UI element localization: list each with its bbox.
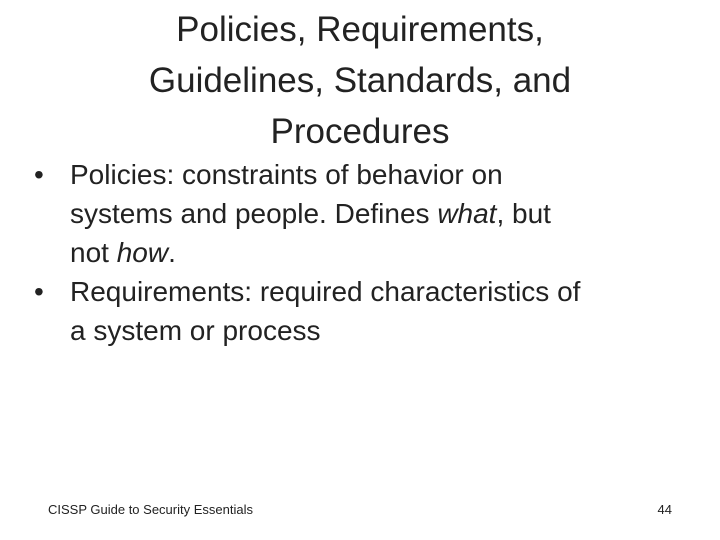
bullet-text: not [70, 237, 117, 268]
slide-title-line: Guidelines, Standards, and [148, 61, 572, 100]
emphasis-text: what [437, 198, 497, 229]
bullet-text-line: Policies: constraints of behavior on [70, 159, 503, 190]
bullet-text-line [70, 233, 690, 272]
bullet-text-line: a system or process [70, 315, 321, 346]
bullet-text: . [168, 237, 176, 268]
bullet-marker: • [34, 276, 44, 307]
bullet-list [30, 155, 690, 350]
bullet-text-line [70, 194, 690, 233]
emphasis-text: how [116, 237, 169, 268]
footer-course-title: CISSP Guide to Security Essentials [48, 502, 253, 517]
page-number: 44 [657, 502, 672, 517]
bullet-text: , but [496, 198, 551, 229]
bullet-text: systems and people. Defines [70, 198, 438, 229]
slide-title-line: Procedures [270, 112, 450, 151]
bullet-text-line: Requirements: required characteristics of [70, 276, 581, 307]
bullet-marker: • [34, 159, 44, 190]
slide-title-line: Policies, Requirements, [176, 10, 544, 49]
bullet-item-requirements [30, 272, 690, 350]
bullet-item-policies [30, 155, 690, 272]
slide-title [60, 4, 660, 157]
